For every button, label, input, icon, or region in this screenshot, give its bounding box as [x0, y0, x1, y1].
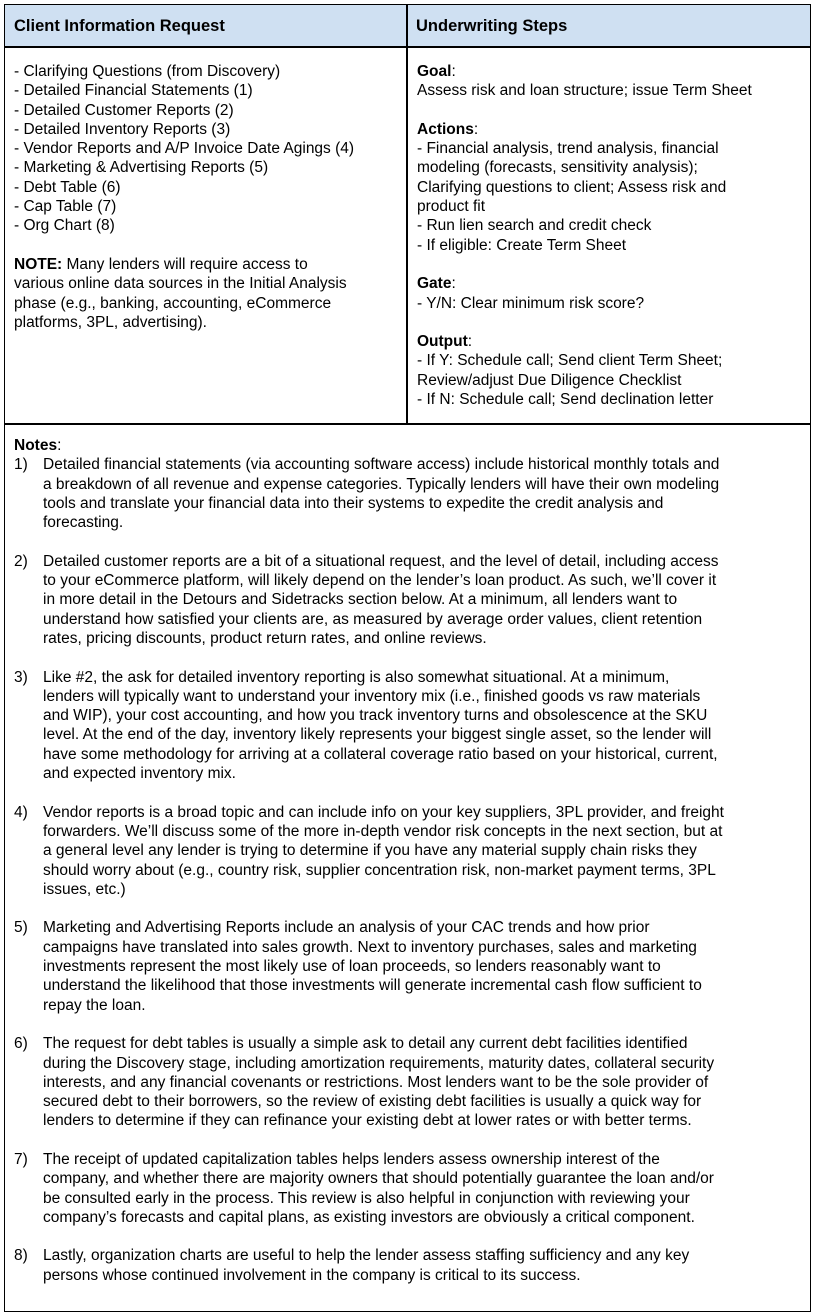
header-client-information-request: Client Information Request — [5, 5, 407, 47]
note-text-line: understand how satisfied your clients are, as measured by average order values, client retention — [43, 610, 703, 628]
note-text-line: Lastly, organization charts are useful to help the lender assess staffing sufficiency and any key — [43, 1247, 690, 1265]
note-item — [14, 803, 804, 899]
note-text — [43, 803, 804, 899]
note-item — [14, 1246, 804, 1285]
note-text-line: Vendor reports is a broad topic and can include info on your key suppliers, 3PL provider, and freight — [43, 803, 724, 821]
note-text-line: in more detail in the Detours and Sidetracks section below. At a minimum, all lenders want to — [43, 591, 678, 609]
note-item — [14, 918, 804, 1014]
column-divider — [406, 5, 408, 424]
gate-section-line: - Y/N: Clear minimum risk score? — [417, 294, 645, 312]
notes-label: Notes — [14, 437, 58, 454]
note-number: 6) — [14, 1035, 28, 1053]
spacer — [417, 255, 807, 274]
note-text-line: lenders will typically want to understand your inventory mix (i.e., finished goods vs raw materials — [43, 687, 701, 705]
note-text-line: a general level any lender is trying to determine if you have any material supply chain risks they — [43, 842, 697, 860]
note-text-line: The receipt of updated capitalization tables helps lenders assess ownership interest of the — [43, 1150, 660, 1168]
actions-section-label-text: Actions — [417, 120, 474, 138]
note-text-line: and WIP), your cost accounting, and how you track inventory turns and obsolescence at the SKU — [43, 707, 708, 725]
spacer — [14, 236, 402, 255]
note-number: 7) — [14, 1150, 28, 1168]
note-text-line: understand the likelihood that those investments will generate incremental cash flow sufficient to — [43, 977, 702, 995]
note-text-line: secured debt to their borrowers, so the review of existing debt facilities is usually a quick way for — [43, 1093, 702, 1111]
note-text-line: campaigns have translated into sales growth. Next to inventory purchases, sales and marketing — [43, 938, 697, 956]
note-text — [43, 1246, 804, 1285]
note-text: Many lenders will require access to — [62, 255, 308, 273]
client-information-cell — [14, 62, 402, 332]
note-text-line: issues, etc.) — [43, 880, 126, 898]
note-text-line: persons whose continued involvement in the company is critical to its success. — [43, 1266, 581, 1284]
note-line: platforms, 3PL, advertising). — [14, 313, 207, 331]
note-text-line: lenders to determine if they can refinance your existing debt at lower rates or with better terms. — [43, 1112, 692, 1130]
request-item: - Detailed Inventory Reports (3) — [14, 120, 231, 138]
note-text — [43, 1150, 804, 1227]
note-text — [43, 552, 804, 648]
goal-section-label-text: Goal — [417, 63, 452, 80]
note-text — [43, 455, 804, 532]
request-item: - Detailed Customer Reports (2) — [14, 101, 234, 119]
actions-section-line: Clarifying questions to client; Assess risk and — [417, 178, 727, 196]
note-text-line: during the Discovery stage, including amortization requirements, maturity dates, collateral security — [43, 1054, 715, 1072]
note-text-line: Detailed customer reports are a bit of a situational request, and the level of detail, including access — [43, 552, 719, 570]
note-line: various online data sources in the Initial Analysis — [14, 275, 347, 293]
note-line — [14, 255, 402, 274]
note-number: 3) — [14, 668, 28, 686]
note-text-line: interests, and any financial covenants or restrictions. Most lenders want to be the sole provider of — [43, 1073, 709, 1091]
gate-section-label: Gate: — [417, 275, 456, 293]
request-item: - Marketing & Advertising Reports (5) — [14, 159, 269, 177]
note-text — [43, 668, 804, 784]
divider — [5, 46, 810, 48]
notes-heading: Notes: — [14, 437, 62, 454]
note-text-line: have some methodology for arriving at a collateral coverage ratio based on your historical, current, — [43, 745, 718, 763]
document-table — [4, 4, 811, 1312]
request-item: - Org Chart (8) — [14, 217, 115, 235]
request-item: - Vendor Reports and A/P Invoice Date Agings (4) — [14, 140, 355, 158]
note-text-line: to your eCommerce platform, will likely depend on the lender’s loan product. As such, we’ll cover it — [43, 572, 717, 590]
note-text-line: company’s forecasts and capital plans, as existing investors are obviously a critical component. — [43, 1208, 695, 1226]
actions-section-line: - If eligible: Create Term Sheet — [417, 236, 627, 254]
request-item: - Debt Table (6) — [14, 178, 121, 196]
header-underwriting-steps: Underwriting Steps — [407, 5, 810, 47]
note-text-line: company, and whether there are majority owners that should potentially guarantee the loan and/or — [43, 1170, 714, 1188]
note-text-line: forecasting. — [43, 514, 124, 532]
note-text-line: The request for debt tables is usually a simple ask to detail any current debt facilities identified — [43, 1035, 688, 1053]
note-text-line: investments represent the most likely use of loan proceeds, so lenders reasonably want to — [43, 958, 661, 976]
notes-section — [14, 436, 804, 1304]
actions-section-line: modeling (forecasts, sensitivity analysis); — [417, 159, 698, 177]
note-text-line: be consulted early in the process. This review is also helpful in conjunction with reviewing your — [43, 1189, 690, 1207]
actions-section-label: Actions: — [417, 120, 479, 138]
output-section-line: - If Y: Schedule call; Send client Term Sheet; — [417, 352, 723, 370]
note-text-line: Marketing and Advertising Reports include an analysis of your CAC trends and how prior — [43, 919, 650, 937]
actions-section-line: - Financial analysis, trend analysis, financial — [417, 140, 719, 158]
spacer — [417, 101, 807, 120]
note-text-line: Detailed financial statements (via accounting software access) include historical monthly totals and — [43, 456, 720, 474]
note-number: 1) — [14, 456, 28, 474]
note-text-line: repay the loan. — [43, 996, 146, 1014]
request-item: - Cap Table (7) — [14, 198, 117, 216]
goal-section-label: Goal: — [417, 63, 456, 80]
note-label: NOTE: — [14, 255, 63, 273]
note-text-line: should worry about (e.g., country risk, supplier concentration risk, non-market payment terms, 3PL — [43, 861, 716, 879]
request-item: - Clarifying Questions (from Discovery) — [14, 63, 281, 80]
note-text-line: forwarders. We’ll discuss some of the more in-depth vendor risk concepts in the next section, but at — [43, 822, 723, 840]
note-item — [14, 1034, 804, 1130]
output-section-label: Output: — [417, 333, 473, 351]
note-text-line: level. At the end of the day, inventory likely represents your biggest single asset, so the lender will — [43, 726, 712, 744]
underwriting-steps-cell — [417, 62, 807, 409]
output-section-label-text: Output — [417, 333, 468, 351]
note-item — [14, 455, 804, 532]
note-item — [14, 552, 804, 648]
actions-section-line: - Run lien search and credit check — [417, 217, 652, 235]
note-text-line: and expected inventory mix. — [43, 765, 236, 783]
request-item: - Detailed Financial Statements (1) — [14, 82, 253, 100]
note-text — [43, 1034, 804, 1130]
note-text-line: tools and translate your financial data into their systems to expedite the credit analysis and — [43, 494, 664, 512]
actions-section-line: product fit — [417, 198, 486, 216]
note-number: 8) — [14, 1247, 28, 1265]
divider — [5, 423, 810, 425]
note-number: 5) — [14, 919, 28, 937]
output-section-line: - If N: Schedule call; Send declination letter — [417, 391, 714, 409]
note-text-line: rates, pricing discounts, product return rates, and online reviews. — [43, 629, 487, 647]
output-section-line: Review/adjust Due Diligence Checklist — [417, 371, 682, 389]
note-text-line: a breakdown of all revenue and expense categories. Typically lenders will have their own modeling — [43, 475, 720, 493]
note-line: phase (e.g., banking, accounting, eCommerce — [14, 294, 332, 312]
note-item — [14, 1150, 804, 1227]
note-text-line: Like #2, the ask for detailed inventory reporting is also somewhat situational. At a minimum, — [43, 668, 670, 686]
note-number: 4) — [14, 803, 28, 821]
note-text — [43, 918, 804, 1014]
note-number: 2) — [14, 552, 28, 570]
gate-section-label-text: Gate — [417, 275, 452, 293]
goal-section-line: Assess risk and loan structure; issue Term Sheet — [417, 82, 752, 100]
spacer — [417, 313, 807, 332]
note-item — [14, 668, 804, 784]
